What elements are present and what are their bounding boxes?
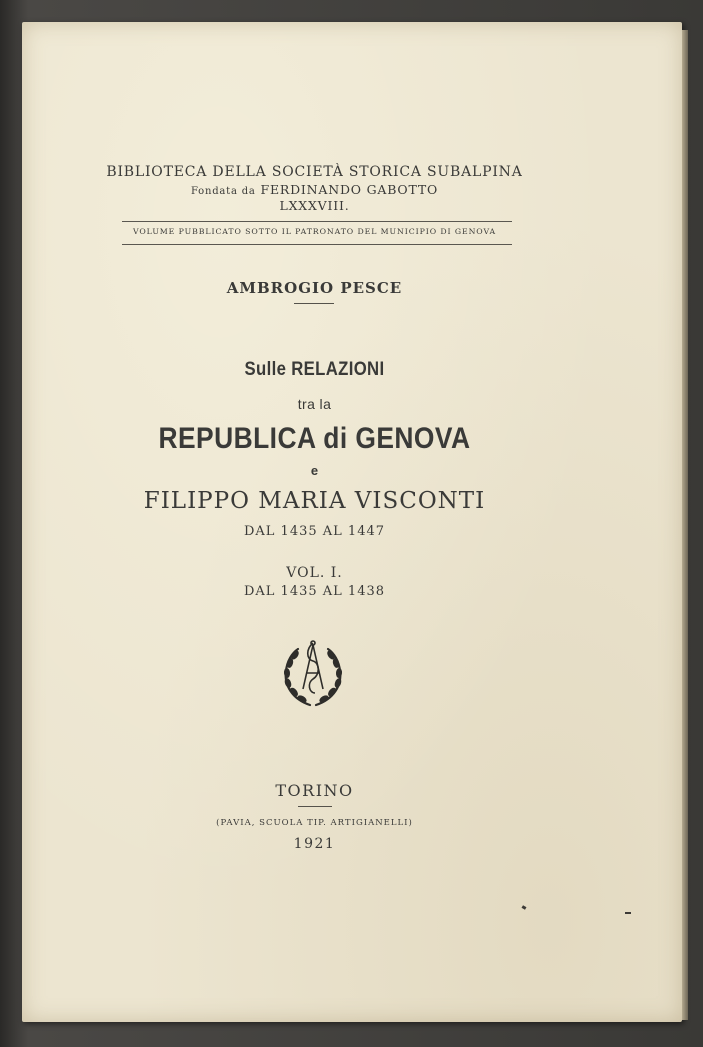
founder-name: FERDINANDO GABOTTO [260,182,439,197]
title-line-4: e [310,463,319,478]
paper-speck [522,905,527,910]
author-name: AMBROGIO PESCE [226,279,403,297]
title-line-5: FILIPPO MARIA VISCONTI [143,488,486,514]
author-divider [294,303,334,304]
top-rule [122,221,512,222]
title-line-1: Sulle RELAZIONI [244,359,385,380]
patronage-line: VOLUME PUBBLICATO SOTTO IL PATRONATO DEL MUNICIPIO DI GENOVA [132,227,496,236]
bottom-rule [122,244,512,245]
imprint-year: 1921 [293,836,336,852]
title-line-3: REPUBLICA di GENOVA [158,422,471,455]
imprint-printer: (PAVIA, SCUOLA TIP. ARTIGIANELLI) [216,818,413,828]
volume-range: DAL 1435 AL 1438 [243,584,386,599]
wreath-monogram-icon [282,639,344,709]
series-title: BIBLIOTECA DELLA SOCIETÀ STORICA SUBALPINA [106,164,523,180]
cover-edge [682,30,688,1020]
paper-speck [625,912,631,914]
imprint-city: TORINO [275,781,354,800]
founder-prefix: Fondata da [190,186,256,197]
series-number: LXXXVIII. [279,198,350,213]
book-cover [22,22,682,1022]
volume-label: VOL. I. [286,565,343,581]
title-date-range: DAL 1435 AL 1447 [243,524,386,539]
series-founder [22,184,607,197]
imprint-divider [298,806,332,807]
title-line-2: tra la [297,396,332,412]
